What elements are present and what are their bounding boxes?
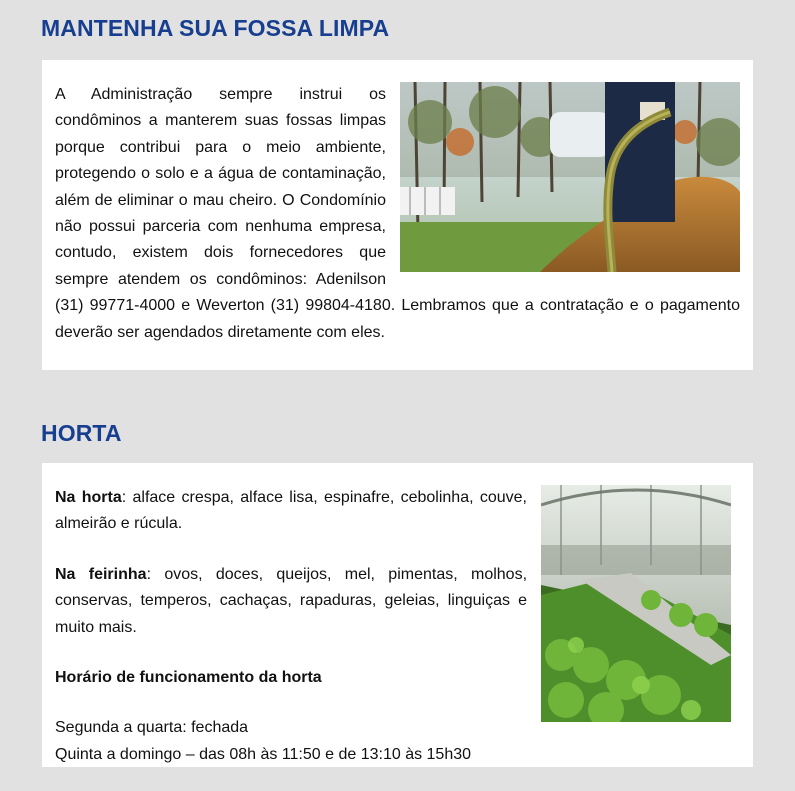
feirinha-label: Na feirinha	[55, 565, 147, 583]
horta-title: HORTA	[41, 420, 122, 446]
fossa-card	[42, 60, 753, 370]
hours-line-2: Quinta a domingo – das 08h às 11:50 e de 13:10 às 15h30	[55, 745, 472, 763]
fossa-paragraph: A Administração sempre instrui os condôminos a manterem suas fossas limpas porque contribui para o meio ambiente, protegendo o solo e a água de contaminação, além de eliminar o mau cheiro. O Condomínio não possui parceria com nenhuma empresa, contudo, existem dois fornecedores que sempre atendem os condôminos: Adenilson (31) 99771-4000 e Weverton (31) 99804-4180. Lembramos que a contratação e o pagamento deverão ser agendados diretamente com eles.	[55, 86, 740, 341]
feirinha-items: : ovos, doces, queijos, mel, pimentas, molhos, conservas, temperos, cachaças, rapaduras, geleias, linguiças e muito mais.	[55, 565, 528, 636]
septic-pump-photo	[400, 82, 740, 272]
fossa-title: MANTENHA SUA FOSSA LIMPA	[41, 15, 390, 41]
horta-label: Na horta	[55, 489, 122, 506]
greenhouse-photo	[541, 485, 731, 722]
horta-card	[42, 463, 753, 767]
hours-line-1: Segunda a quarta: fechada	[55, 719, 249, 737]
horta-items: : alface crespa, alface lisa, espinafre, cebolinha, couve, almeirão e rúcula.	[55, 489, 527, 533]
hours-heading-text: Horário de funcionamento da horta	[55, 669, 322, 687]
